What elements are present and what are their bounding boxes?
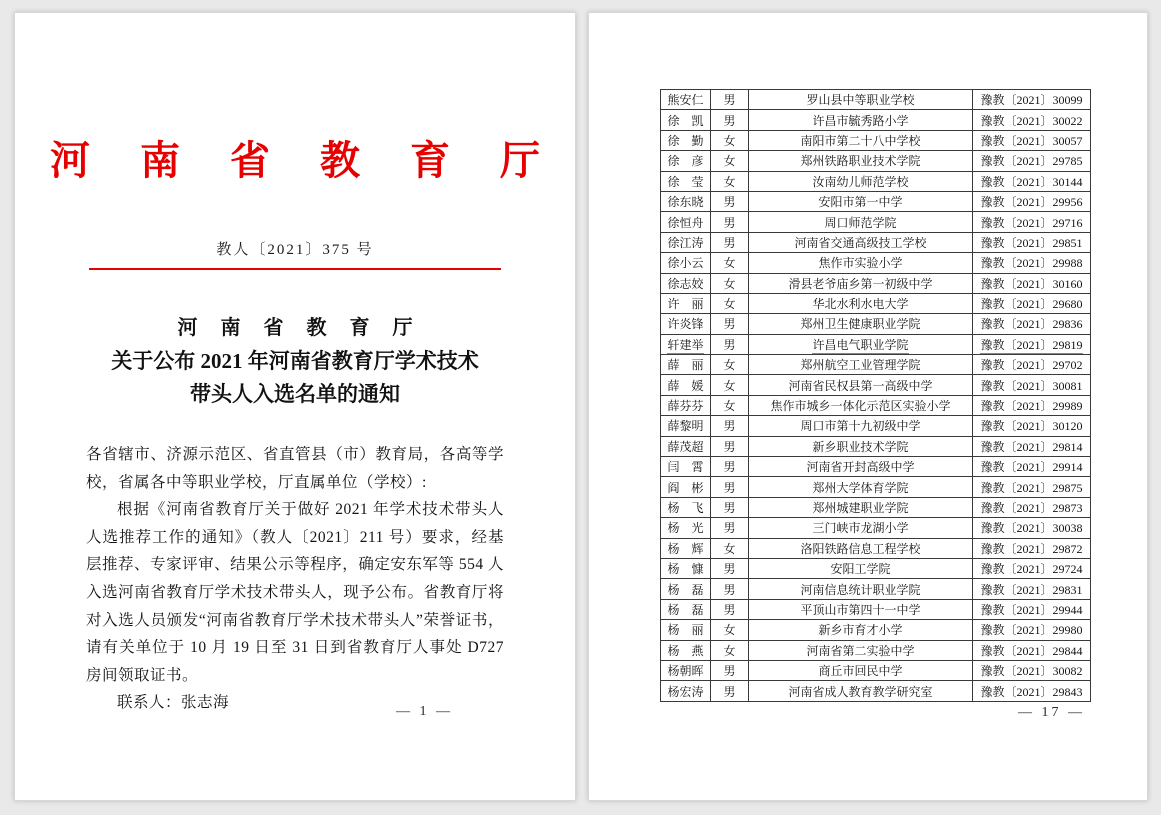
name-cell: 许炎锋 bbox=[661, 314, 711, 334]
school-cell: 焦作市实验小学 bbox=[749, 253, 973, 273]
notice-page-1 bbox=[14, 12, 576, 801]
doc-cell: 豫教〔2021〕29814 bbox=[973, 436, 1091, 456]
table-row bbox=[661, 375, 1091, 395]
name-cell: 徐 凯 bbox=[661, 110, 711, 130]
name-cell: 杨 磊 bbox=[661, 579, 711, 599]
name-cell: 杨 辉 bbox=[661, 538, 711, 558]
gender-cell: 男 bbox=[711, 191, 749, 211]
table-row bbox=[661, 293, 1091, 313]
gender-cell: 男 bbox=[711, 660, 749, 680]
name-cell: 薛芬芬 bbox=[661, 395, 711, 415]
gender-cell: 女 bbox=[711, 375, 749, 395]
gender-cell: 女 bbox=[711, 293, 749, 313]
table-row bbox=[661, 355, 1091, 375]
doc-cell: 豫教〔2021〕30120 bbox=[973, 416, 1091, 436]
name-cell: 徐江涛 bbox=[661, 232, 711, 252]
doc-cell: 豫教〔2021〕29875 bbox=[973, 477, 1091, 497]
doc-cell: 豫教〔2021〕29873 bbox=[973, 497, 1091, 517]
doc-cell: 豫教〔2021〕29944 bbox=[973, 599, 1091, 619]
school-cell: 南阳市第二十八中学校 bbox=[749, 130, 973, 150]
gender-cell: 女 bbox=[711, 538, 749, 558]
table-row bbox=[661, 620, 1091, 640]
agency-title: 河 南 省 教 育 厅 bbox=[50, 138, 560, 183]
doc-cell: 豫教〔2021〕29914 bbox=[973, 457, 1091, 477]
school-cell: 平顶山市第四十一中学 bbox=[749, 599, 973, 619]
school-cell: 三门峡市龙湖小学 bbox=[749, 518, 973, 538]
name-cell: 杨 丽 bbox=[661, 620, 711, 640]
gender-cell: 男 bbox=[711, 599, 749, 619]
gender-cell: 女 bbox=[711, 640, 749, 660]
table-row bbox=[661, 681, 1091, 701]
name-cell: 薛茂超 bbox=[661, 436, 711, 456]
gender-cell: 男 bbox=[711, 90, 749, 110]
school-cell: 罗山县中等职业学校 bbox=[749, 90, 973, 110]
table-row bbox=[661, 171, 1091, 191]
gender-cell: 男 bbox=[711, 477, 749, 497]
table-row bbox=[661, 191, 1091, 211]
table-row bbox=[661, 253, 1091, 273]
name-cell: 杨宏涛 bbox=[661, 681, 711, 701]
gender-cell: 男 bbox=[711, 314, 749, 334]
gender-cell: 女 bbox=[711, 253, 749, 273]
table-row bbox=[661, 640, 1091, 660]
notice-title-line1: 河 南 省 教 育 厅 bbox=[177, 317, 422, 339]
page-number-17: — 17 — bbox=[1018, 705, 1085, 720]
table-row bbox=[661, 660, 1091, 680]
name-cell: 徐 彦 bbox=[661, 151, 711, 171]
gender-cell: 女 bbox=[711, 151, 749, 171]
table-row bbox=[661, 334, 1091, 354]
table-row bbox=[661, 232, 1091, 252]
school-cell: 许昌市毓秀路小学 bbox=[749, 110, 973, 130]
table-row bbox=[661, 457, 1091, 477]
doc-cell: 豫教〔2021〕29785 bbox=[973, 151, 1091, 171]
gender-cell: 男 bbox=[711, 212, 749, 232]
school-cell: 周口市第十九初级中学 bbox=[749, 416, 973, 436]
table-row bbox=[661, 273, 1091, 293]
notice-title-line2: 关于公布 2021 年河南省教育厅学术技术 bbox=[111, 349, 479, 373]
doc-cell: 豫教〔2021〕29836 bbox=[973, 314, 1091, 334]
table-row bbox=[661, 558, 1091, 578]
name-cell: 徐志姣 bbox=[661, 273, 711, 293]
school-cell: 河南省开封高级中学 bbox=[749, 457, 973, 477]
name-cell: 徐恒舟 bbox=[661, 212, 711, 232]
name-cell: 薛黎明 bbox=[661, 416, 711, 436]
school-cell: 郑州航空工业管理学院 bbox=[749, 355, 973, 375]
school-cell: 河南省交通高级技工学校 bbox=[749, 232, 973, 252]
page-number-1: — 1 — bbox=[396, 704, 453, 719]
doc-cell: 豫教〔2021〕29989 bbox=[973, 395, 1091, 415]
doc-cell: 豫教〔2021〕29844 bbox=[973, 640, 1091, 660]
list-page-17 bbox=[588, 12, 1148, 801]
school-cell: 河南省民权县第一高级中学 bbox=[749, 375, 973, 395]
name-cell: 徐东晓 bbox=[661, 191, 711, 211]
name-cell: 阎 彬 bbox=[661, 477, 711, 497]
table-row bbox=[661, 497, 1091, 517]
school-cell: 安阳市第一中学 bbox=[749, 191, 973, 211]
gender-cell: 男 bbox=[711, 416, 749, 436]
table-row bbox=[661, 518, 1091, 538]
gender-cell: 男 bbox=[711, 681, 749, 701]
school-cell: 郑州城建职业学院 bbox=[749, 497, 973, 517]
gender-cell: 男 bbox=[711, 110, 749, 130]
doc-cell: 豫教〔2021〕30082 bbox=[973, 660, 1091, 680]
school-cell: 许昌电气职业学院 bbox=[749, 334, 973, 354]
main-paragraph: 根据《河南省教育厅关于做好 2021 年学术技术带头人人选推荐工作的通知》（教人〔2021〕211 号）要求，经基层推荐、专家评审、结果公示等程序，确定安东军等 554 人入选河南省教育厅学术技术带头人，现予公布。省教育厅将对入选人员颁发“河南省教育厅学术技术带头人”荣誉证书，请有关单位于 10 月 19 日至 31 日到省教育厅人事处 D727 房间领取证书。 bbox=[86, 501, 504, 684]
gender-cell: 女 bbox=[711, 171, 749, 191]
doc-cell: 豫教〔2021〕30144 bbox=[973, 171, 1091, 191]
name-cell: 徐小云 bbox=[661, 253, 711, 273]
school-cell: 郑州铁路职业技术学院 bbox=[749, 151, 973, 171]
table-row bbox=[661, 110, 1091, 130]
school-cell: 新乡市育才小学 bbox=[749, 620, 973, 640]
name-cell: 徐 莹 bbox=[661, 171, 711, 191]
gender-cell: 女 bbox=[711, 130, 749, 150]
doc-cell: 豫教〔2021〕29872 bbox=[973, 538, 1091, 558]
name-cell: 薛 媛 bbox=[661, 375, 711, 395]
school-cell: 汝南幼儿师范学校 bbox=[749, 171, 973, 191]
doc-cell: 豫教〔2021〕29980 bbox=[973, 620, 1091, 640]
table-row bbox=[661, 477, 1091, 497]
gender-cell: 男 bbox=[711, 232, 749, 252]
school-cell: 安阳工学院 bbox=[749, 558, 973, 578]
gender-cell: 女 bbox=[711, 273, 749, 293]
gender-cell: 男 bbox=[711, 497, 749, 517]
doc-cell: 豫教〔2021〕30081 bbox=[973, 375, 1091, 395]
gender-cell: 男 bbox=[711, 457, 749, 477]
doc-cell: 豫教〔2021〕30038 bbox=[973, 518, 1091, 538]
school-cell: 新乡职业技术学院 bbox=[749, 436, 973, 456]
laureates-table bbox=[660, 89, 1091, 702]
table-row bbox=[661, 151, 1091, 171]
table-row bbox=[661, 314, 1091, 334]
red-divider-line bbox=[89, 268, 501, 270]
gender-cell: 男 bbox=[711, 436, 749, 456]
school-cell: 焦作市城乡一体化示范区实验小学 bbox=[749, 395, 973, 415]
notice-title bbox=[15, 312, 575, 411]
table-row bbox=[661, 212, 1091, 232]
school-cell: 郑州卫生健康职业学院 bbox=[749, 314, 973, 334]
school-cell: 华北水利水电大学 bbox=[749, 293, 973, 313]
school-cell: 商丘市回民中学 bbox=[749, 660, 973, 680]
school-cell: 河南信息统计职业学院 bbox=[749, 579, 973, 599]
name-cell: 徐 勤 bbox=[661, 130, 711, 150]
name-cell: 杨 慷 bbox=[661, 558, 711, 578]
name-cell: 熊安仁 bbox=[661, 90, 711, 110]
table-row bbox=[661, 538, 1091, 558]
school-cell: 河南省成人教育教学研究室 bbox=[749, 681, 973, 701]
laureates-table-body bbox=[661, 90, 1091, 702]
table-row bbox=[661, 416, 1091, 436]
gender-cell: 男 bbox=[711, 518, 749, 538]
school-cell: 郑州大学体育学院 bbox=[749, 477, 973, 497]
doc-cell: 豫教〔2021〕29819 bbox=[973, 334, 1091, 354]
doc-cell: 豫教〔2021〕29851 bbox=[973, 232, 1091, 252]
doc-cell: 豫教〔2021〕29724 bbox=[973, 558, 1091, 578]
name-cell: 闫 霄 bbox=[661, 457, 711, 477]
doc-cell: 豫教〔2021〕30022 bbox=[973, 110, 1091, 130]
name-cell: 杨 磊 bbox=[661, 599, 711, 619]
table-row bbox=[661, 395, 1091, 415]
table-row bbox=[661, 130, 1091, 150]
school-cell: 周口师范学院 bbox=[749, 212, 973, 232]
name-cell: 薛 丽 bbox=[661, 355, 711, 375]
school-cell: 洛阳铁路信息工程学校 bbox=[749, 538, 973, 558]
gender-cell: 男 bbox=[711, 558, 749, 578]
school-cell: 河南省第二实验中学 bbox=[749, 640, 973, 660]
school-cell: 滑县老爷庙乡第一初级中学 bbox=[749, 273, 973, 293]
table-row bbox=[661, 599, 1091, 619]
table-row bbox=[661, 90, 1091, 110]
name-cell: 杨朝晖 bbox=[661, 660, 711, 680]
notice-title-line3: 带头人入选名单的通知 bbox=[190, 382, 400, 406]
doc-cell: 豫教〔2021〕29956 bbox=[973, 191, 1091, 211]
doc-cell: 豫教〔2021〕29680 bbox=[973, 293, 1091, 313]
name-cell: 轩建举 bbox=[661, 334, 711, 354]
gender-cell: 男 bbox=[711, 334, 749, 354]
doc-cell: 豫教〔2021〕30160 bbox=[973, 273, 1091, 293]
doc-cell: 豫教〔2021〕29843 bbox=[973, 681, 1091, 701]
gender-cell: 女 bbox=[711, 395, 749, 415]
doc-cell: 豫教〔2021〕30057 bbox=[973, 130, 1091, 150]
table-row bbox=[661, 579, 1091, 599]
doc-cell: 豫教〔2021〕29702 bbox=[973, 355, 1091, 375]
gender-cell: 女 bbox=[711, 620, 749, 640]
doc-cell: 豫教〔2021〕29716 bbox=[973, 212, 1091, 232]
table-row bbox=[661, 436, 1091, 456]
gender-cell: 男 bbox=[711, 579, 749, 599]
doc-cell: 豫教〔2021〕29831 bbox=[973, 579, 1091, 599]
document-number: 教人〔2021〕375 号 bbox=[216, 242, 374, 258]
gender-cell: 女 bbox=[711, 355, 749, 375]
name-cell: 杨 光 bbox=[661, 518, 711, 538]
name-cell: 杨 燕 bbox=[661, 640, 711, 660]
contact-line: 联系人：张志海 bbox=[117, 694, 230, 712]
name-cell: 杨 飞 bbox=[661, 497, 711, 517]
name-cell: 许 丽 bbox=[661, 293, 711, 313]
doc-cell: 豫教〔2021〕29988 bbox=[973, 253, 1091, 273]
doc-cell: 豫教〔2021〕30099 bbox=[973, 90, 1091, 110]
notice-body bbox=[86, 441, 504, 717]
addressee-paragraph: 各省辖市、济源示范区、省直管县（市）教育局，各高等学校，省属各中等职业学校，厅直属单位（学校）: bbox=[86, 446, 504, 491]
